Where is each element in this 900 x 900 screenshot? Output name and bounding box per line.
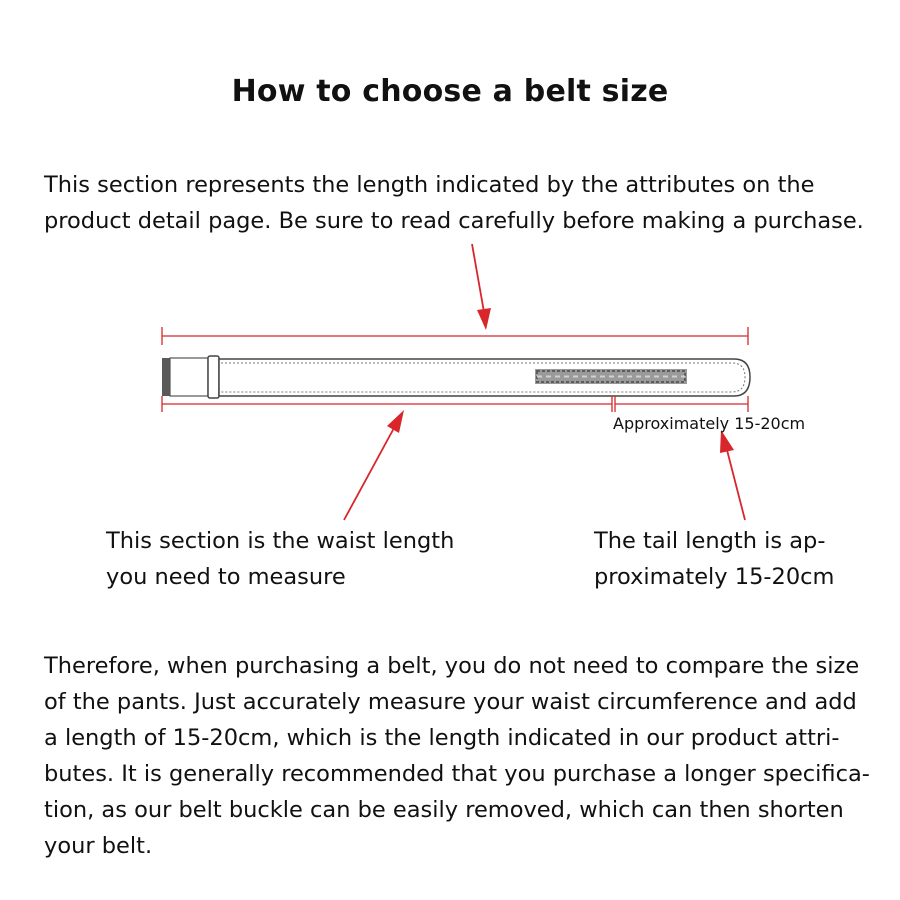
paragraph-line: tion, as our belt buckle can be easily removed, which can then shorten <box>44 797 844 823</box>
belt-illustration <box>162 356 750 398</box>
page-title: How to choose a belt size <box>231 74 669 109</box>
tail-length-caption <box>594 523 854 595</box>
paragraph-line: of the pants. Just accurately measure your waist circumference and add <box>44 689 857 715</box>
arrow-to-total-length <box>472 244 491 330</box>
recommendation-paragraph <box>44 648 870 864</box>
arrow-to-waist-length <box>344 410 404 520</box>
waist-length-dimension <box>162 396 612 412</box>
caption-line: The tail length is ap- <box>594 528 826 554</box>
waist-length-caption <box>106 523 466 595</box>
belt-buckle <box>162 358 170 396</box>
caption-line: This section is the waist length <box>106 528 455 554</box>
belt-keeper-loop <box>208 356 219 398</box>
paragraph-line: your belt. <box>44 833 153 859</box>
tail-approx-label: Approximately 15-20cm <box>613 414 806 433</box>
total-length-dimension <box>162 327 748 345</box>
belt-buckle-plate <box>170 358 208 396</box>
belt-ratchet-track <box>535 369 687 384</box>
paragraph-line: Therefore, when purchasing a belt, you do not need to compare the size <box>44 653 860 679</box>
intro-line: product detail page. Be sure to read carefully before making a purchase. <box>44 208 864 234</box>
caption-line: proximately 15-20cm <box>594 564 835 590</box>
arrow-to-tail-length <box>720 430 745 520</box>
caption-line: you need to measure <box>106 564 346 590</box>
paragraph-line: a length of 15-20cm, which is the length indicated in our product attri- <box>44 725 840 751</box>
tail-length-dimension <box>615 396 748 412</box>
intro-line: This section represents the length indicated by the attributes on the <box>44 172 815 198</box>
paragraph-line: butes. It is generally recommended that you purchase a longer specifica- <box>44 761 870 787</box>
